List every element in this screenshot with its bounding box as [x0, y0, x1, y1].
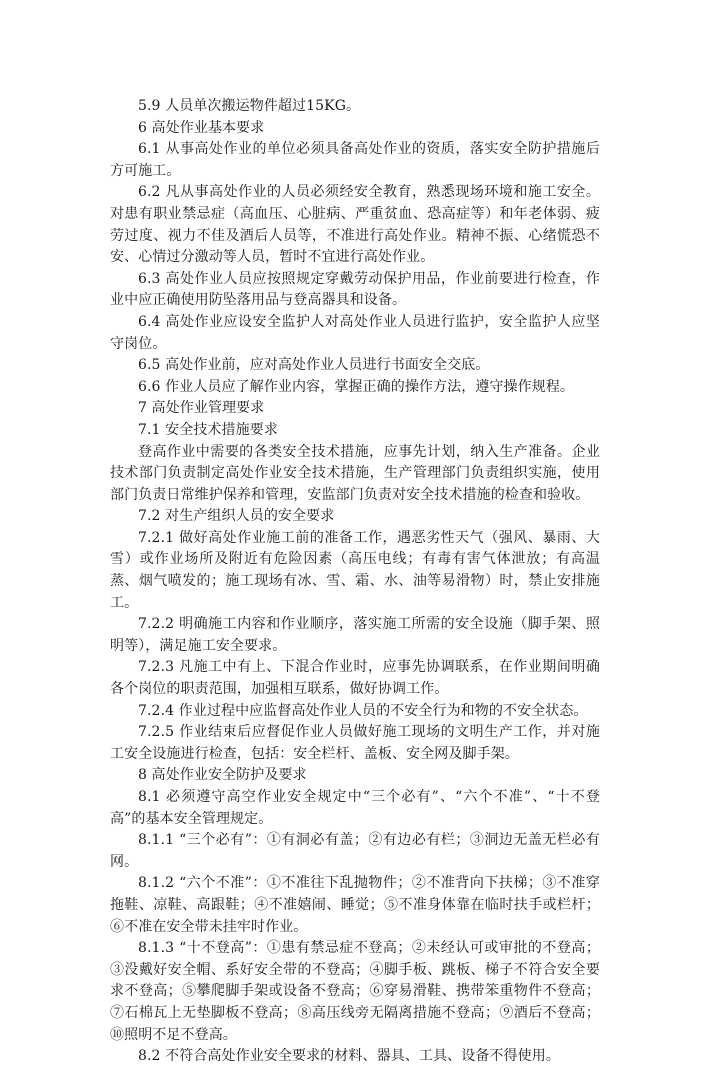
paragraph-7-1-body: 登高作业中需要的各类安全技术措施，应事先计划，纳入生产准备。企业技术部门负责制定高处作业安全技术措施，生产管理部门负责组织实施，使用部门负责日常维护保养和管理，安监部门负责对安全技术措施的检查和验收。: [110, 443, 600, 503]
paragraph-8-1: 8.1 必须遵守高空作业安全规定中“三个必有”、“六个不准”、“十不登高”的基本安全管理规定。: [110, 789, 600, 827]
paragraph-6-6: 6.6 作业人员应了解作业内容，掌握正确的操作方法，遵守操作规程。: [138, 378, 575, 395]
paragraph-6-2: 6.2 凡从事高处作业的人员必须经安全教育，熟悉现场环境和施工安全。对患有职业禁忌症（高血压、心脏病、严重贫血、恐高症等）和年老体弱、疲劳过度、视力不佳及酒后人员等，不准进行高处作业。精神不振、心绪慌恐不安、心情过分激动等人员，暂时不宜进行高处作业。: [110, 184, 600, 266]
paragraph-7-2-3: 7.2.3 凡施工中有上、下混合作业时，应事先协调联系，在作业期间明确各个岗位的职责范围，加强相互联系，做好协调工作。: [110, 659, 600, 698]
subsection-heading-7-2: 7.2 对生产组织人员的安全要求: [138, 508, 335, 525]
paragraph-6-3: 6.3 高处作业人员应按照规定穿戴劳动保护用品，作业前要进行检查，作业中应正确使用防坠落用品与登高器具和设备。: [110, 270, 600, 309]
document-body: [110, 96, 600, 1068]
paragraph-7-2-4: 7.2.4 作业过程中应监督高处作业人员的不安全行为和物的不安全状态。: [138, 702, 588, 719]
paragraph-7-2-5: 7.2.5 作业结束后应督促作业人员做好施工现场的文明生产工作，并对施工安全设施进行检查，包括：安全栏杆、盖板、安全网及脚手架。: [110, 724, 600, 762]
paragraph-7-2-1: 7.2.1 做好高处作业施工前的准备工作，遇恶劣性天气（强风、暴雨、大雪）或作业场所及附近有危险因素（高压电线；有毒有害气体泄放；有高温蒸、烟气喷发的；施工现场有冰、雪、霜、水、油等易滑物）时，禁止安排施工。: [110, 529, 600, 611]
paragraph-7-2-2: 7.2.2 明确施工内容和作业顺序，落实施工所需的安全设施（脚手架、照明等），满足施工安全要求。: [110, 616, 600, 654]
paragraph-8-1-1: 8.1.1 “三个必有”：①有洞必有盖；②有边必有栏；③洞边无盖无栏必有网。: [110, 832, 600, 870]
section-heading-6: 6 高处作业基本要求: [138, 119, 265, 136]
paragraph-8-1-3: 8.1.3 “十不登高”：①患有禁忌症不登高；②未经认可或审批的不登高；③没戴好安全帽、系好安全带的不登高；④脚手板、跳板、梯子不符合安全要求不登高；⑤攀爬脚手架或设备不登高；⑥穿易滑鞋、携带笨重物件不登高；⑦石棉瓦上无垫脚板不登高；⑧高压线旁无隔离措施不登高；⑨酒后不登高；⑩照明不足不登高。: [110, 940, 600, 1043]
subsection-heading-7-1: 7.1 安全技术措施要求: [138, 421, 278, 438]
paragraph-6-4: 6.4 高处作业应设安全监护人对高处作业人员进行监护，安全监护人应坚守岗位。: [110, 313, 600, 352]
section-heading-7: 7 高处作业管理要求: [138, 400, 265, 417]
paragraph-5-9: 5.9 人员单次搬运物件超过15KG。: [138, 98, 361, 114]
section-heading-8: 8 高处作业安全防护及要求: [138, 767, 307, 784]
paragraph-6-1: 6.1 从事高处作业的单位必须具备高处作业的资质，落实安全防护措施后方可施工。: [110, 141, 600, 179]
paragraph-8-1-2: 8.1.2 “六个不准”：①不准往下乱抛物件；②不准背向下扶梯；③不准穿拖鞋、凉鞋、高跟鞋；④不准嬉闹、睡觉；⑤不准身体靠在临时扶手或栏杆；⑥不准在安全带未挂牢时作业。: [110, 875, 600, 935]
paragraph-6-5: 6.5 高处作业前，应对高处作业人员进行书面安全交底。: [138, 357, 490, 374]
paragraph-8-2: 8.2 不符合高处作业安全要求的材料、器具、工具、设备不得使用。: [138, 1048, 560, 1065]
